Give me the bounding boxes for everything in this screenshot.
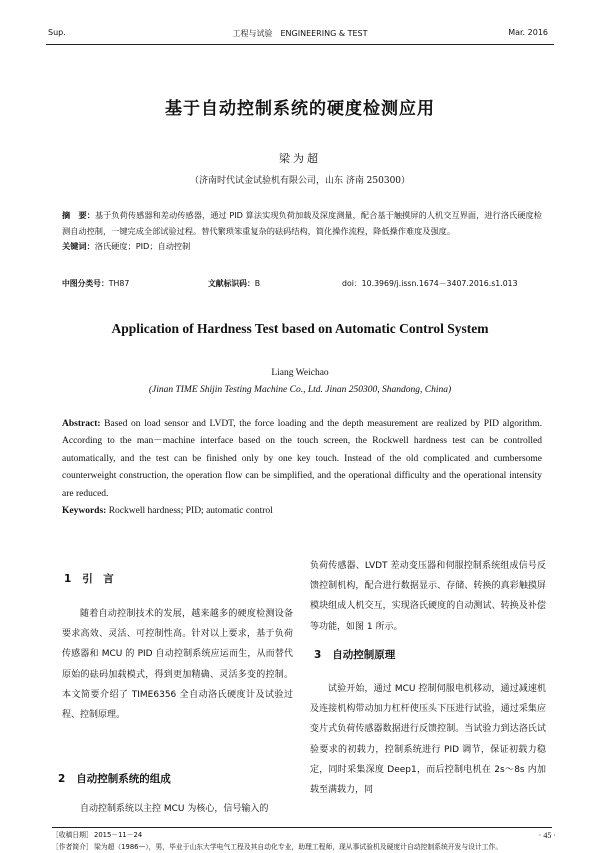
paragraph: 试验开始，通过 MCU 控制伺服电机移动，通过减速机及连接机构带动加力杠杆使压头下压进行试验，通过采集应变片式负荷传感器数据进行反馈控制。当试验力到达洛氏试验要求的初载力，控制系统进行 PID 调节，保证初载力稳定，同时采集深度 Deep1，而后控制电机在 2s～8s 内加载至满载力，同 bbox=[310, 684, 546, 796]
author-cn: 梁为超 bbox=[279, 152, 321, 165]
keywords-en: Rockwell hardness; PID; automatic control bbox=[106, 506, 273, 517]
doi: doi：10.3969/j.issn.1674－3407.2016.s1.013 bbox=[342, 279, 518, 288]
section-1-body bbox=[62, 604, 293, 725]
abstract-cn-label: 摘 要： bbox=[62, 210, 95, 220]
section-3-heading: 3 自动控制原理 bbox=[314, 649, 396, 661]
section-2-body bbox=[62, 799, 293, 819]
right-column-continuation bbox=[310, 556, 546, 637]
author-en: Liang Weichao bbox=[271, 368, 329, 378]
section-3-body bbox=[310, 679, 546, 800]
clc-number: 中图分类号：TH87 bbox=[62, 279, 130, 288]
author-bio: ［作者简介］ 梁为超（1986—），男，毕业于山东大学电气工程及其自动化专业，助理工程师，现从事试验机及硬度计自动控制系统开发与设计工作。 bbox=[52, 843, 503, 851]
section-2-heading: 2 自动控制系统的组成 bbox=[58, 773, 171, 785]
running-header-left: Sup. bbox=[48, 28, 66, 37]
abstract-cn bbox=[62, 208, 542, 255]
keywords-cn-label: 关键词： bbox=[62, 241, 95, 252]
paragraph: 随着自动控制技术的发展，越来越多的硬度检测设备要求高效、灵活、可控制性高。针对以上要求，基于负荷传感器和 MCU 的 PID 自动控制系统应运而生，从而替代原始的砝码加载模式，得到更加精确、灵活多变的控制。本文简要介绍了 TIME6356 全自动洛氏硬度计及试验过程、控制原理。 bbox=[62, 609, 293, 721]
document-code: 文献标识码：B bbox=[208, 279, 261, 288]
paper-title-cn: 基于自动控制系统的硬度检测应用 bbox=[165, 99, 435, 119]
abstract-cn-text: 基于负荷传感器和差动传感器，通过 PID 算法实现负荷加载及深度测量，配合基于触摸屏的人机交互界面，进行洛氏硬度检测自动控制，一键完成全部试验过程。替代繁琐笨重复杂的砝码结构，简化操作流程，降低操作难度及强度。 bbox=[62, 210, 542, 236]
affiliation-en: (Jinan TIME Shijin Testing Machine Co., Ltd. Jinan 250300, Shandong, China) bbox=[148, 385, 452, 395]
header-rule bbox=[46, 44, 554, 45]
page-number: · 45 · bbox=[538, 831, 556, 840]
footnote-rule bbox=[52, 827, 552, 828]
affiliation-cn: （济南时代试金试验机有限公司，山东 济南 250300） bbox=[189, 176, 411, 186]
footnotes bbox=[52, 829, 552, 853]
paper-title-en: Application of Hardness Test based on Automatic Control System bbox=[111, 321, 489, 336]
abstract-en-label: Abstract: bbox=[62, 419, 101, 429]
running-header-journal: 工程与试验 ENGINEERING & TEST bbox=[232, 29, 368, 38]
keywords-en-label: Keywords: bbox=[62, 506, 107, 517]
running-header-date: Mar. 2016 bbox=[508, 28, 548, 37]
section-1-heading: 1 引 言 bbox=[64, 573, 114, 585]
abstract-en bbox=[62, 416, 542, 520]
abstract-en-text: Based on load sensor and LVDT, the force loading and the depth measurement are realized by PID algorithm. According to the man－machine interface based on the touch screen, the Rockwell hardness test can be controlled automatically, and the test can be finished only by one key touch. Instead of the old complicated and cumbersome counterweight construction, the operation flow can be simplified, and the operational difficulty and the operational intensity are reduced. bbox=[62, 419, 542, 499]
paragraph: 自动控制系统以主控 MCU 为核心，信号输入的 bbox=[80, 804, 269, 814]
paragraph: 负荷传感器、LVDT 差动变压器和伺服控制系统组成信号反馈控制机构，配合进行数据显示、存储、转换的真彩触摸屏模块组成人机交互，实现洛氏硬度的自动测试、转换及补偿等功能，如图 1 所示。 bbox=[310, 561, 546, 632]
received-date: ［收稿日期］ 2015－11－24 bbox=[52, 831, 143, 839]
keywords-cn: 洛氏硬度；PID；自动控制 bbox=[94, 241, 191, 252]
